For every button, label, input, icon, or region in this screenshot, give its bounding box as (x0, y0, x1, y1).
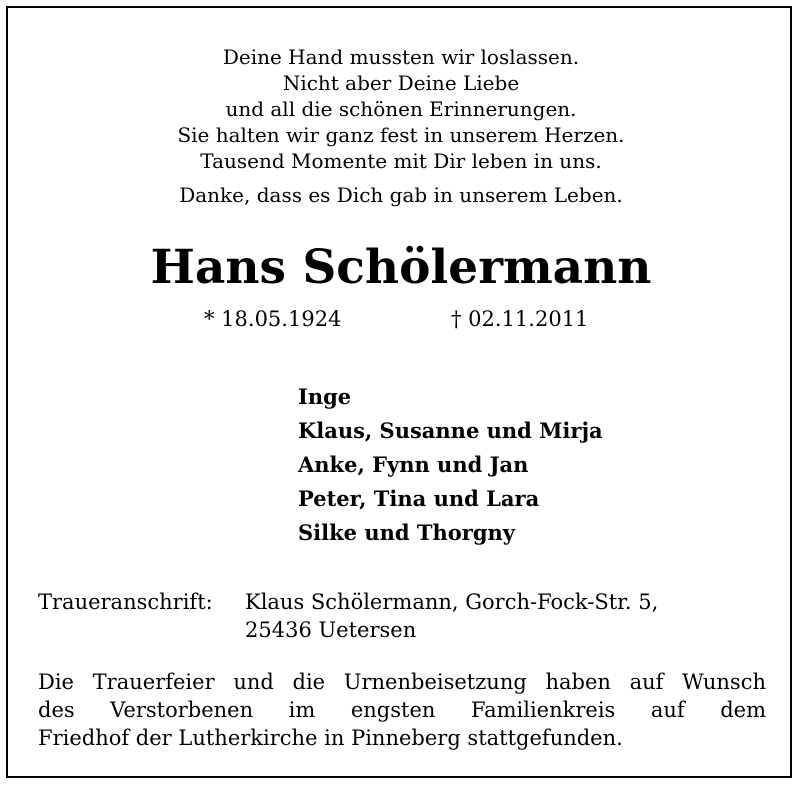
poem-line: Nicht aber Deine Liebe (282, 71, 520, 95)
ceremony-notice (38, 668, 766, 752)
poem-line: Sie halten wir ganz fest in unserem Herzen. (177, 123, 625, 147)
death-date: † 02.11.2011 (451, 307, 589, 331)
address-line: 25436 Uetersen (245, 618, 417, 642)
poem-line: und all die schönen Erinnerungen. (225, 97, 577, 121)
address-line: Klaus Schölermann, Gorch-Fock-Str. 5, (245, 590, 659, 614)
mourner-entry: Peter, Tina und Lara (298, 486, 540, 511)
deceased-name: Hans Schölermann (150, 240, 652, 295)
ceremony-line: des Verstorbenen im engsten Familienkreis auf dem (38, 698, 766, 722)
mourner-entry: Anke, Fynn und Jan (298, 452, 529, 477)
ceremony-line: Friedhof der Lutherkirche in Pinneberg stattgefunden. (38, 726, 623, 750)
poem-line: Tausend Momente mit Dir leben in uns. (200, 149, 602, 173)
mourner-entry: Klaus, Susanne und Mirja (298, 418, 603, 443)
poem-line: Deine Hand mussten wir loslassen. (222, 45, 580, 69)
mourner-entry: Inge (298, 384, 352, 409)
poem-thanks-line: Danke, dass es Dich gab in unserem Leben. (179, 183, 623, 207)
address-value (245, 588, 658, 644)
mourner-entry: Silke und Thorgny (298, 520, 515, 545)
memorial-poem (8, 44, 794, 208)
obituary-notice (6, 6, 792, 778)
mourners-list (298, 380, 603, 550)
address-label: Traueranschrift: (38, 590, 213, 614)
ceremony-line: Die Trauerfeier und die Urnenbeisetzung haben auf Wunsch (38, 670, 766, 694)
birth-date: * 18.05.1924 (204, 307, 342, 331)
